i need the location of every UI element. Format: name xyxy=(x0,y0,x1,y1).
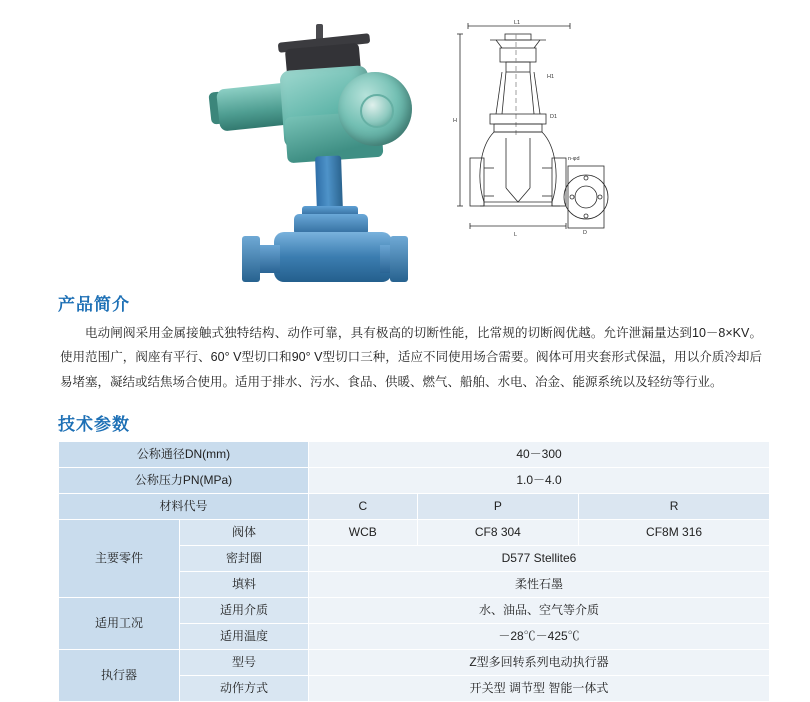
row-label-material-code: 材料代号 xyxy=(59,494,309,520)
sub-label-seal-ring: 密封圈 xyxy=(180,546,309,572)
gate-valve-technical-drawing xyxy=(450,18,610,286)
product-images xyxy=(0,0,810,290)
group-label-conditions: 适用工况 xyxy=(59,598,180,650)
sub-label-model: 型号 xyxy=(180,650,309,676)
section-tech-params xyxy=(0,410,810,702)
table-row xyxy=(59,494,770,520)
temperature-value: －28℃－425℃ xyxy=(309,624,770,650)
sub-label-packing: 填料 xyxy=(180,572,309,598)
group-label-main-parts: 主要零件 xyxy=(59,520,180,598)
table-row xyxy=(59,468,770,494)
intro-paragraph: 电动闸阀采用金属接触式独特结构、动作可靠，具有极高的切断性能，比常规的切断阀优越。允许泄漏量达到10－8×KV。使用范围广，阀座有平行、60° V型切口和90° V型切口三种，适应不同使用场合需要。阀体可用夹套形式保温，用以介质冷却后易堵塞，凝结或结焦场合使用。适用于排水、污水、食品、供暖、燃气、船舶、水电、冶金、能源系统以及轻纺等行业。 xyxy=(60,326,762,389)
table-row xyxy=(59,598,770,624)
drawing-label-H: H xyxy=(453,118,457,124)
valve-body-shape xyxy=(274,232,392,282)
valve-body-c: WCB xyxy=(309,520,418,546)
table-row xyxy=(59,520,770,546)
group-label-actuator: 执行器 xyxy=(59,650,180,702)
drawing-label-H1: H1 xyxy=(547,74,555,80)
valve-body-r: CF8M 316 xyxy=(579,520,770,546)
drawing-label-nphid: n-φd xyxy=(568,156,580,162)
sub-label-valve-body: 阀体 xyxy=(180,520,309,546)
intro-title: 产品简介 xyxy=(58,295,130,314)
row-label-dn: 公称通径DN(mm) xyxy=(59,442,309,468)
params-title: 技术参数 xyxy=(58,415,130,435)
row-value-pn: 1.0－4.0 xyxy=(309,468,770,494)
drawing-label-L1: L1 xyxy=(514,20,521,26)
drawing-label-D: D xyxy=(583,230,587,236)
row-label-pn: 公称压力PN(MPa) xyxy=(59,468,309,494)
table-row xyxy=(59,442,770,468)
row-value-dn: 40－300 xyxy=(309,442,770,468)
drawing-svg xyxy=(450,18,610,286)
sub-label-temperature: 适用温度 xyxy=(180,624,309,650)
section-product-intro xyxy=(0,290,810,394)
valve-yoke-shape xyxy=(315,156,343,213)
valve-body-p: CF8 304 xyxy=(417,520,579,546)
medium-value: 水、油品、空气等介质 xyxy=(309,598,770,624)
drawing-label-D1: D1 xyxy=(550,114,558,120)
material-code-p: P xyxy=(417,494,579,520)
material-code-c: C xyxy=(309,494,418,520)
seal-ring-value: D577 Stellite6 xyxy=(309,546,770,572)
valve-left-flange-shape xyxy=(242,236,260,282)
drawing-label-L: L xyxy=(514,232,518,238)
actuator-cap-shape xyxy=(360,94,394,128)
actuator-model-value: Z型多回转系列电动执行器 xyxy=(309,650,770,676)
sub-label-action-type: 动作方式 xyxy=(180,676,309,702)
valve-photo-composite xyxy=(190,10,460,290)
sub-label-medium: 适用介质 xyxy=(180,598,309,624)
valve-right-flange-shape xyxy=(390,236,408,282)
material-code-r: R xyxy=(579,494,770,520)
electric-gate-valve-photo xyxy=(190,10,460,290)
actuator-action-value: 开关型 调节型 智能一体式 xyxy=(309,676,770,702)
packing-value: 柔性石墨 xyxy=(309,572,770,598)
